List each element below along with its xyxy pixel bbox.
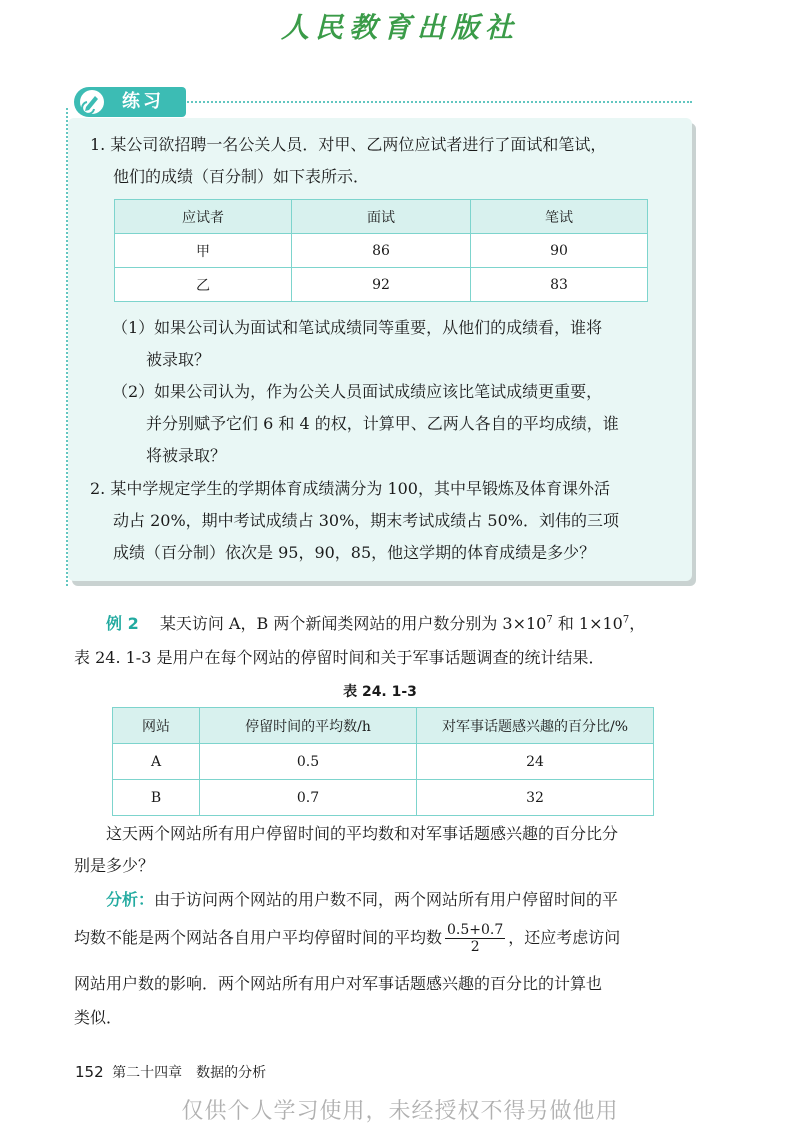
example-line1-b: 和 1×10 bbox=[552, 614, 623, 633]
q1-sub1-line1: （1）如果公司认为面试和笔试成绩同等重要，从他们的成绩看，谁将 bbox=[112, 318, 603, 337]
analysis-line2-a: 均数不能是两个网站各自用户平均停留时间的平均数 bbox=[74, 928, 443, 947]
analysis-text: 由于访问两个网站的用户数不同，两个网站所有用户停留时间的平 bbox=[154, 890, 619, 909]
score-table bbox=[114, 199, 648, 302]
table-row bbox=[113, 780, 654, 816]
analysis-line3: 网站用户数的影响．两个网站所有用户对军事话题感兴趣的百分比的计算也 bbox=[74, 974, 603, 993]
table-header-cell: 网站 bbox=[113, 708, 200, 744]
chapter-title: 第二十四章 数据的分析 bbox=[112, 1065, 267, 1081]
table-row bbox=[113, 744, 654, 780]
website-stats-table bbox=[112, 707, 654, 816]
table-cell: 0.7 bbox=[200, 780, 417, 816]
q1-sub2-line3: 将被录取？ bbox=[146, 446, 227, 465]
example-label: 例 2 bbox=[106, 614, 139, 633]
fraction-numerator: 0.5+0.7 bbox=[447, 922, 504, 938]
watermark: 仅供个人学习使用，未经授权不得另做他用 bbox=[181, 1099, 619, 1124]
table-cell: 92 bbox=[292, 268, 471, 302]
analysis-line1 bbox=[106, 888, 618, 912]
exponent: 7 bbox=[622, 614, 630, 626]
pencil-icon bbox=[80, 90, 104, 114]
table-header-cell: 应试者 bbox=[115, 200, 292, 234]
q2-line2: 动占 20%，期中考试成绩占 30%，期末考试成绩占 50%．刘伟的三项 bbox=[113, 511, 619, 530]
page-footer bbox=[75, 1062, 266, 1082]
q1-sub2-line2: 并分别赋予它们 6 和 4 的权，计算甲、乙两人各自的平均成绩，谁 bbox=[146, 414, 619, 433]
table-header-cell: 停留时间的平均数/h bbox=[200, 708, 417, 744]
fraction bbox=[445, 922, 505, 955]
table-cell: 乙 bbox=[115, 268, 292, 302]
q2-line1: 2. 某中学规定学生的学期体育成绩满分为 100，其中早锻炼及体育课外活 bbox=[90, 479, 610, 498]
q2-line3: 成绩（百分制）依次是 95，90，85，他这学期的体育成绩是多少？ bbox=[113, 543, 596, 562]
q1-line1: 1. 某公司欲招聘一名公关人员．对甲、乙两位应试者进行了面试和笔试， bbox=[90, 135, 607, 154]
table-cell: 86 bbox=[292, 234, 471, 268]
table-cell: 甲 bbox=[115, 234, 292, 268]
exponent: 7 bbox=[546, 614, 553, 626]
page-number: 152 bbox=[75, 1063, 104, 1081]
table-header-row bbox=[113, 708, 654, 744]
question-line1: 这天两个网站所有用户停留时间的平均数和对军事话题感兴趣的百分比分 bbox=[106, 824, 619, 843]
q1-sub2-line1: （2）如果公司认为，作为公关人员面试成绩应该比笔试成绩更重要， bbox=[112, 382, 603, 401]
analysis-line2-b: ，还应考虑访问 bbox=[508, 928, 621, 947]
analysis-line4: 类似． bbox=[74, 1008, 123, 1027]
section-divider-dots bbox=[180, 101, 692, 103]
table-caption: 表 24. 1-3 bbox=[343, 684, 417, 700]
table-row bbox=[115, 234, 648, 268]
table-cell: 90 bbox=[471, 234, 648, 268]
exercise-tag bbox=[74, 87, 186, 117]
example-line1-c: ， bbox=[629, 614, 646, 633]
publisher-logo: 人民教育出版社 bbox=[280, 11, 519, 44]
analysis-line2 bbox=[74, 922, 620, 955]
table-header-cell: 笔试 bbox=[471, 200, 648, 234]
example-line1 bbox=[106, 612, 645, 636]
table-row bbox=[115, 268, 648, 302]
q1-sub1-line2: 被录取？ bbox=[146, 350, 211, 369]
table-cell: A bbox=[113, 744, 200, 780]
table-cell: 24 bbox=[417, 744, 654, 780]
table-header-row bbox=[115, 200, 648, 234]
exercise-tag-label: 练习 bbox=[122, 91, 164, 112]
table-header-cell: 面试 bbox=[292, 200, 471, 234]
table-cell: 83 bbox=[471, 268, 648, 302]
example-line2: 表 24. 1-3 是用户在每个网站的停留时间和关于军事话题调查的统计结果． bbox=[74, 648, 605, 667]
analysis-label: 分析： bbox=[106, 890, 155, 909]
question-line2: 别是多少？ bbox=[74, 856, 155, 875]
table-cell: 0.5 bbox=[200, 744, 417, 780]
table-cell: B bbox=[113, 780, 200, 816]
table-header-cell: 对军事话题感兴趣的百分比/% bbox=[417, 708, 654, 744]
example-line1-a: 某天访问 A，B 两个新闻类网站的用户数分别为 3×10 bbox=[159, 614, 547, 633]
fraction-denominator: 2 bbox=[470, 939, 480, 955]
q1-line2: 他们的成绩（百分制）如下表所示． bbox=[113, 167, 370, 186]
table-cell: 32 bbox=[417, 780, 654, 816]
